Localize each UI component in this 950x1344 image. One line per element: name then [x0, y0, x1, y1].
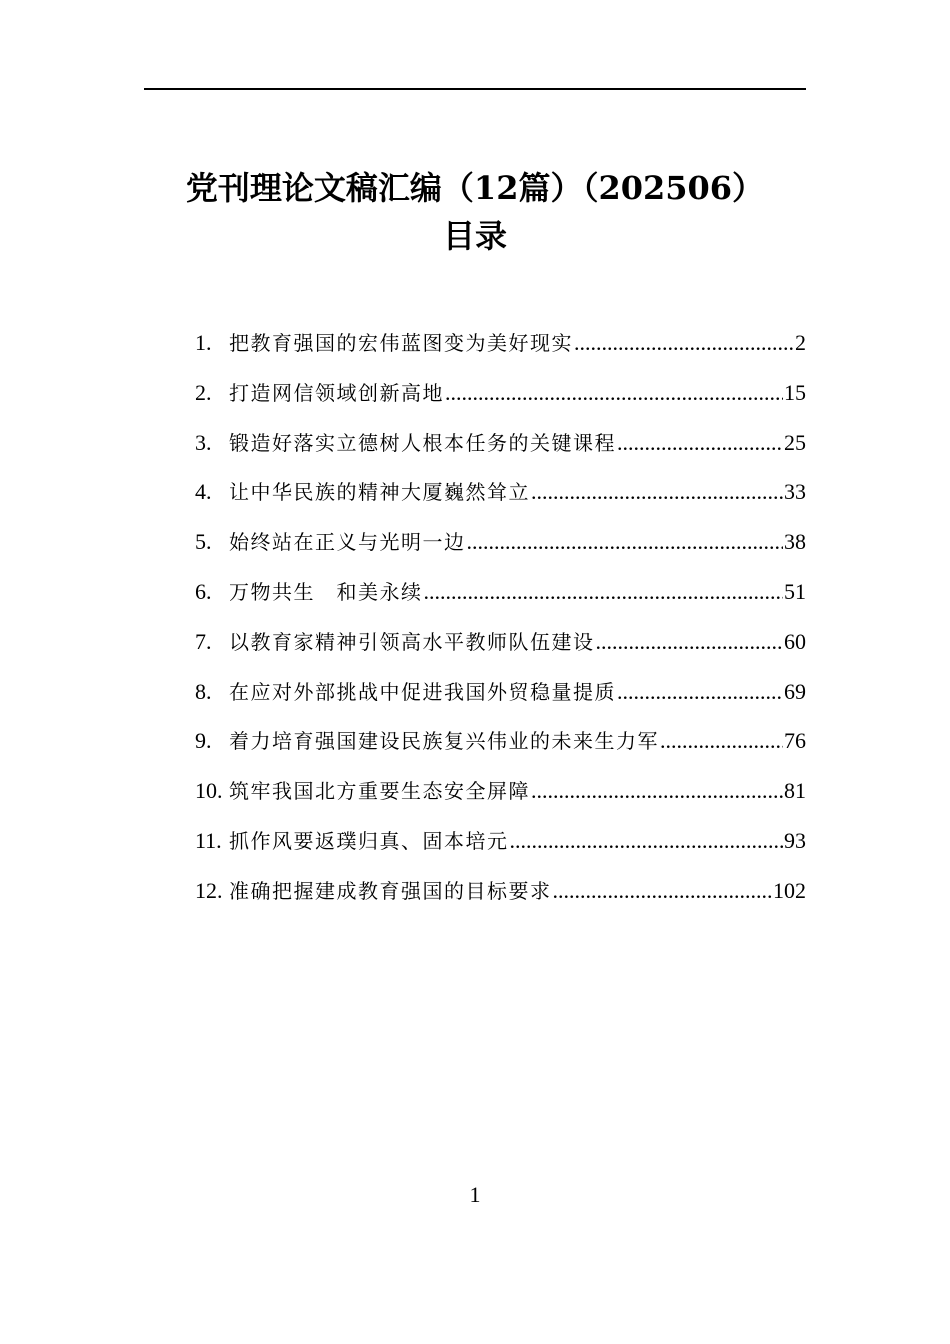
toc-entry-page: 25	[784, 429, 806, 455]
toc-entry-1[interactable]	[195, 318, 806, 368]
toc-leader-dots	[510, 816, 784, 866]
toc-entry-title: 始终站在正义与光明一边	[229, 530, 466, 555]
toc-entry-page: 81	[784, 778, 806, 804]
toc-entry-title: 万物共生 和美永续	[229, 579, 423, 604]
toc-heading: 目录	[442, 217, 507, 255]
toc-entry-4[interactable]	[195, 467, 806, 517]
toc-leader-dots	[617, 418, 783, 468]
toc-entry-page: 102	[773, 877, 806, 903]
toc-entry-title: 筑牢我国北方重要生态安全屏障	[229, 779, 530, 804]
toc-entry-number: 3.	[195, 429, 212, 455]
toc-entry-8[interactable]	[195, 667, 806, 717]
toc-entry-title: 抓作风要返璞归真、固本培元	[229, 828, 509, 853]
toc-entry-page: 76	[784, 728, 806, 754]
toc-entry-11[interactable]	[195, 816, 806, 866]
toc-entry-10[interactable]	[195, 766, 806, 816]
toc-leader-dots	[660, 716, 783, 766]
toc-leader-dots	[553, 866, 773, 916]
toc-entry-2[interactable]	[195, 368, 806, 418]
toc-entry-number: 1.	[195, 330, 212, 355]
toc-leader-dots	[445, 368, 783, 418]
toc-entry-title: 准确把握建成教育强国的目标要求	[229, 878, 552, 903]
toc-entry-title: 把教育强国的宏伟蓝图变为美好现实	[229, 331, 573, 355]
table-of-contents	[195, 318, 806, 916]
toc-entry-number: 10.	[195, 778, 223, 804]
toc-entry-title: 在应对外部挑战中促进我国外贸稳量提质	[229, 679, 616, 704]
toc-entry-title: 锻造好落实立德树人根本任务的关键课程	[229, 430, 616, 455]
toc-entry-6[interactable]	[195, 567, 806, 617]
toc-entry-page: 51	[784, 578, 806, 604]
toc-leader-dots	[574, 318, 794, 368]
toc-entry-title: 着力培育强国建设民族复兴伟业的未来生力军	[229, 729, 659, 754]
header-rule	[144, 88, 806, 90]
toc-entry-number: 8.	[195, 678, 212, 704]
toc-leader-dots	[531, 467, 783, 517]
toc-entry-page: 93	[784, 827, 806, 853]
toc-entry-9[interactable]	[195, 716, 806, 766]
toc-entry-page: 69	[784, 678, 806, 704]
toc-entry-number: 2.	[195, 379, 212, 405]
toc-entry-page: 15	[784, 379, 806, 405]
toc-leader-dots	[617, 667, 783, 717]
toc-leader-dots	[424, 567, 784, 617]
toc-entry-page: 33	[784, 479, 806, 505]
toc-entry-7[interactable]	[195, 617, 806, 667]
toc-entry-title: 让中华民族的精神大厦巍然耸立	[229, 480, 530, 505]
toc-entry-title: 打造网信领域创新高地	[229, 380, 444, 405]
toc-entry-number: 6.	[195, 578, 212, 604]
toc-leader-dots	[596, 617, 784, 667]
toc-entry-number: 4.	[195, 479, 212, 505]
toc-entry-number: 9.	[195, 728, 212, 754]
toc-entry-number: 12.	[195, 877, 223, 903]
toc-entry-page: 2	[795, 330, 806, 355]
toc-entry-number: 11.	[195, 827, 222, 853]
toc-entry-page: 38	[784, 529, 806, 555]
toc-leader-dots	[467, 517, 784, 567]
toc-entry-3[interactable]	[195, 418, 806, 468]
toc-entry-page: 60	[784, 628, 806, 654]
page-number: 1	[469, 1182, 481, 1207]
toc-leader-dots	[531, 766, 783, 816]
document-title: 党刊理论文稿汇编（12篇）（202506）	[185, 169, 765, 207]
toc-entry-number: 7.	[195, 628, 212, 654]
toc-entry-title: 以教育家精神引领高水平教师队伍建设	[229, 629, 595, 654]
toc-entry-number: 5.	[195, 529, 212, 555]
toc-entry-12[interactable]	[195, 866, 806, 916]
toc-entry-5[interactable]	[195, 517, 806, 567]
